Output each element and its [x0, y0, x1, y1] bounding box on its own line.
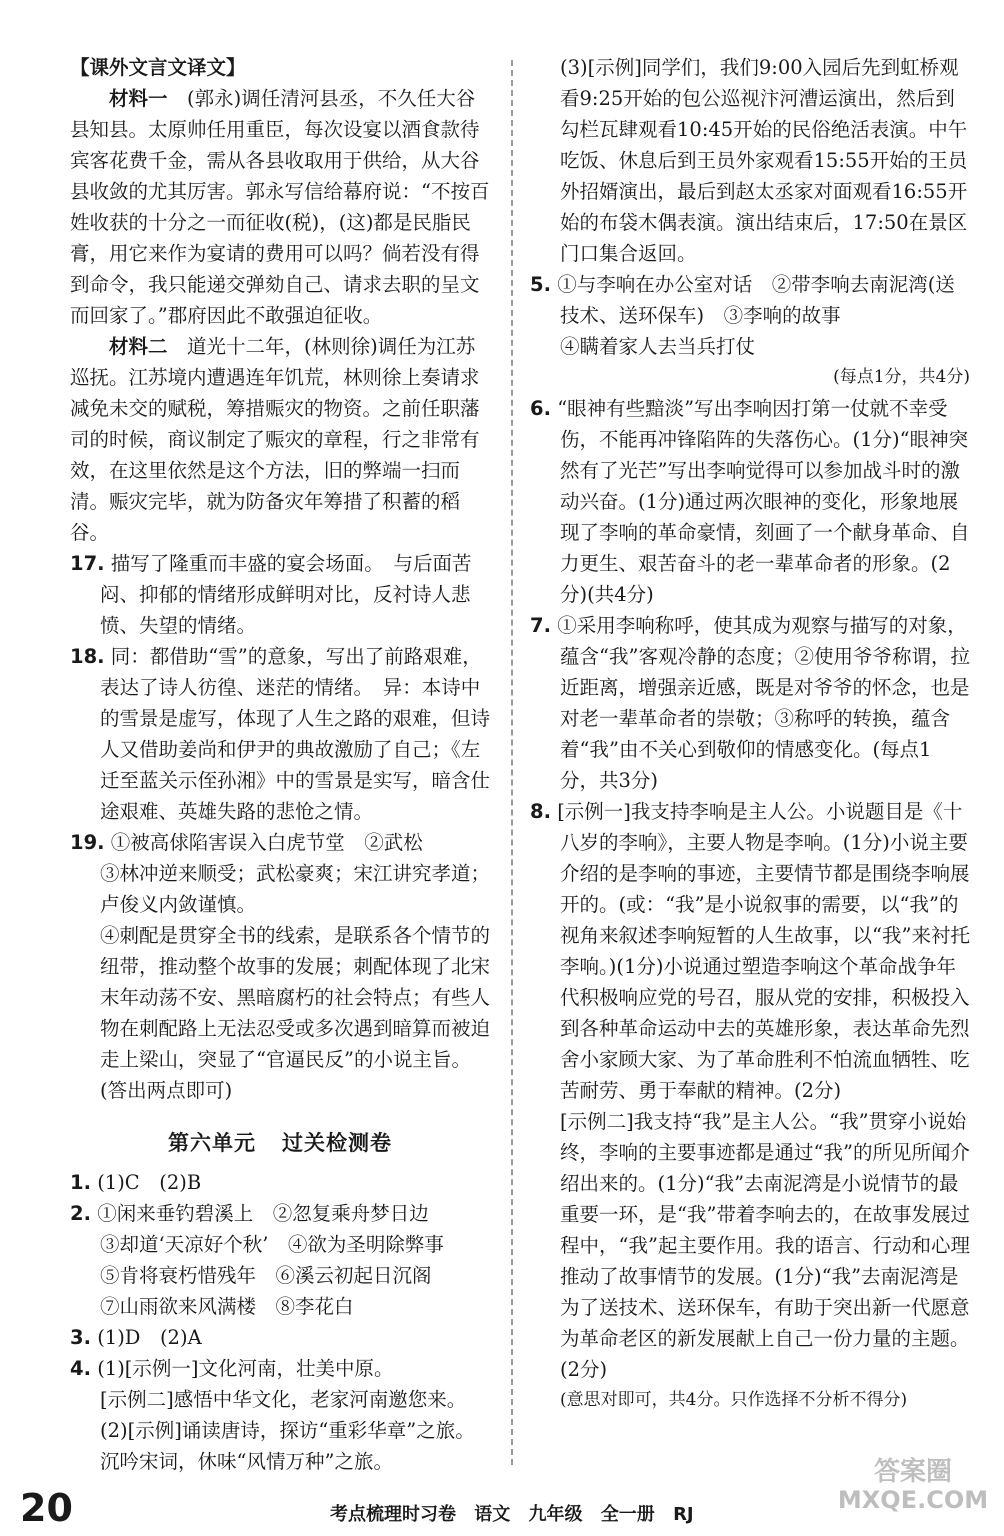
- answer-17: [70, 548, 490, 641]
- material-two-text: 道光十二年，(林则徐)调任为江苏巡抚。江苏境内遭遇连年饥荒，林则徐上奏请求减免未交的赋税，筹措赈灾的物资。之前任职藩司的时候，商议制定了赈灾的章程，行之非常有效，在这里依然是这个方法，旧的弊端一扫而清。赈灾完毕，就为防备灾年筹措了积蓄的稻谷。: [70, 335, 480, 544]
- answer-19-line-2: ③林冲逆来顺受；武松豪爽；宋江讲究孝道；卢俊义内敛谨慎。: [100, 862, 491, 916]
- answer-6-number: 6.: [530, 397, 551, 420]
- answer-7-number: 7.: [530, 614, 551, 637]
- answer-18: [70, 641, 490, 827]
- answer-8: [530, 796, 970, 1106]
- watermark-logo: [838, 1450, 988, 1514]
- material-one-text: (郭永)调任清河县丞，不久任大谷县知县。太原帅任用重臣，每次设宴以酒食款待宾客花费千金，需从各县收取用于供给，从大谷县收敛的尤其厉害。郭永写信给幕府说：“不按百姓收获的十分之一而征收(税)，(这)都是民脂民膏，用它来作为宴请的费用可以吗？倘若没有得到命令，我只能递交弹劾自己、请求去职的呈文而回家了。”郡府因此不敢强迫征收。: [70, 87, 490, 327]
- answer-5-line-1: ①与李响在办公室对话 ②带李响去南泥湾(送技术、送环保车) ③李响的故事: [557, 273, 955, 327]
- answer-18-text: 同：都借助“雪”的意象，写出了前路艰难，表达了诗人彷徨、迷茫的情绪。 异：本诗中的雪景是虚写，体现了人生之路的艰难，但诗人又借助姜尚和伊尹的典故激励了自己；《左迁至蓝关示侄孙湘》中的雪景是实写，暗含仕途艰难、英雄失路的悲怆之情。: [100, 645, 491, 823]
- answer-2-line-2: ③却道‘天凉好个秋’ ④欲为圣明除弊事: [100, 1233, 444, 1256]
- answer-2-line-1: ①闲来垂钓碧溪上 ②忽复乘舟梦日边: [97, 1202, 429, 1225]
- answer-4-line-3: (2)[示例]诵读唐诗，探访“重彩华章”之旅。 沉吟宋词，休味“风情万种”之旅。: [100, 1419, 485, 1473]
- answer-1-text: (1)C (2)B: [97, 1171, 202, 1194]
- answer-3-number: 3.: [70, 1326, 91, 1349]
- unit-title-name: 过关检测卷: [282, 1131, 392, 1155]
- answer-19-line-1: ①被高俅陷害误入白虎节堂 ②武松: [110, 831, 423, 854]
- section-heading: 【课外文言文译文】: [70, 56, 246, 79]
- answer-19-number: 19.: [70, 831, 105, 854]
- answer-8-example-1: [示例一]我支持李响是主人公。小说题目是《十八岁的李响》，主要人物是李响。(1分)小说主要介绍的是李响的事迹，主要情节都是围绕李响展开的。(或：“我”是小说叙事的需要，以“我”的视角来叙述李响短暂的人生故事，以“我”来衬托李响。)(1分)小说通过塑造李响这个革命战争年代积极响应党的号召，服从党的安排，积极投入到各种革命运动中去的英雄形象，表达革命先烈舍小家顾大家、为了革命胜利不怕流血牺牲、吃苦耐劳、勇于奉献的精神。(2分): [557, 800, 970, 1102]
- material-two-label: 材料二: [109, 335, 168, 358]
- material-one-label: 材料一: [109, 87, 168, 110]
- unit-title-unit: 第六单元: [168, 1131, 256, 1155]
- answer-2-number: 2.: [70, 1202, 91, 1225]
- answer-19-line-3: ④刺配是贯穿全书的线索，是联系各个情节的纽带，推动整个故事的发展；刺配体现了北宋末年动荡不安、黑暗腐朽的社会特点；有些人物在刺配路上无法忍受或多次遇到暗算而被迫走上梁山，突显了“官逼民反”的小说主旨。(答出两点即可): [100, 924, 491, 1102]
- watermark-text: 答案圈: [873, 1457, 953, 1487]
- answer-4-line-4: (3)[示例]同学们，我们9:00入园后先到虹桥观看9:25开始的包公巡视汴河漕运演出，然后到勾栏瓦肆观看10:45开始的民俗绝活表演。中午吃饭、休息后到王员外家观看15:55开始的王员外招婿演出，最后到赵太丞家对面观看16:55开始的布袋木偶表演。演出结束后，17:50在景区门口集合返回。: [560, 56, 968, 265]
- page-number: 20: [20, 1486, 73, 1530]
- left-column: [70, 52, 490, 1477]
- material-two: [70, 331, 490, 548]
- answer-2: [70, 1198, 490, 1229]
- answer-4: [70, 1353, 490, 1384]
- answer-5-score: (每点1分，共4分): [833, 367, 970, 387]
- answer-5-number: 5.: [530, 273, 551, 296]
- answer-8-example-2: [示例二]我支持“我”是主人公。“我”贯穿小说始终，李响的主要事迹都是通过“我”的所见所闻介绍出来的。(1分)“我”去南泥湾是小说情节的最重要一环，是“我”带着李响去的，在故事发展过程中，“我”起主要作用。我的语言、行动和心理推动了故事情节的发展。(1分)“我”去南泥湾是为了送技术、送环保车，有助于突出新一代愿意为革命老区的新发展献上自己一份力量的主题。(2分): [560, 1110, 970, 1381]
- answer-8-number: 8.: [530, 800, 551, 823]
- answer-6-text: “眼神有些黯淡”写出李响因打第一仗就不幸受伤，不能再冲锋陷阵的失落伤心。(1分)“眼神突然有了光芒”写出李响觉得可以参加战斗时的激动兴奋。(1分)通过两次眼神的变化，形象地展现了李响的革命豪情，刻画了一个献身革命、自力更生、艰苦奋斗的老一辈革命者的形象。(2分)(共4分): [557, 397, 970, 606]
- answer-6: [530, 393, 970, 610]
- answer-3: [70, 1322, 490, 1353]
- answer-3-text: (1)D (2)A: [97, 1326, 202, 1349]
- answer-7-text: ①采用李响称呼，使其成为观察与描写的对象，蕴含“我”客观冷静的态度；②使用爷爷称谓，拉近距离，增强亲近感，既是对爷爷的怀念，也是对老一辈革命者的崇敬；③称呼的转换，蕴含着“我”由不关心到敬仰的情感变化。(每点1分，共3分): [557, 614, 970, 792]
- footer-title: 考点梳理时习卷 语文 九年级 全一册 RJ: [330, 1504, 694, 1525]
- answer-1-number: 1.: [70, 1171, 91, 1194]
- material-one: [70, 83, 490, 331]
- answer-7: [530, 610, 970, 796]
- answer-4-line-2: [示例二]感悟中华文化，老家河南邀您来。: [100, 1388, 467, 1411]
- column-divider: [511, 60, 513, 1465]
- answer-8-note: (意思对即可，共4分。只作选择不分析不得分): [560, 1390, 908, 1410]
- answer-1: [70, 1167, 490, 1198]
- right-column: [530, 52, 970, 1416]
- answer-2-line-4: ⑦山雨欲来风满楼 ⑧李花白: [100, 1295, 354, 1318]
- answer-2-line-3: ⑤肯将衰朽惜残年 ⑥溪云初起日沉阁: [100, 1264, 432, 1287]
- answer-19: [70, 827, 490, 858]
- answer-5-line-2: ④瞒着家人去当兵打仗: [560, 335, 756, 358]
- watermark-url: MXQE.COM: [838, 1486, 988, 1514]
- answer-4-number: 4.: [70, 1357, 91, 1380]
- unit-title: [70, 1128, 490, 1159]
- answer-17-text: 描写了隆重而丰盛的宴会场面。 与后面苦闷、抑郁的情绪形成鲜明对比，反衬诗人悲愤、失望的情绪。: [100, 552, 472, 637]
- answer-18-number: 18.: [70, 645, 105, 668]
- answer-5: [530, 269, 970, 331]
- answer-17-number: 17.: [70, 552, 105, 575]
- answer-4-line-1: (1)[示例一]文化河南，壮美中原。: [97, 1357, 394, 1380]
